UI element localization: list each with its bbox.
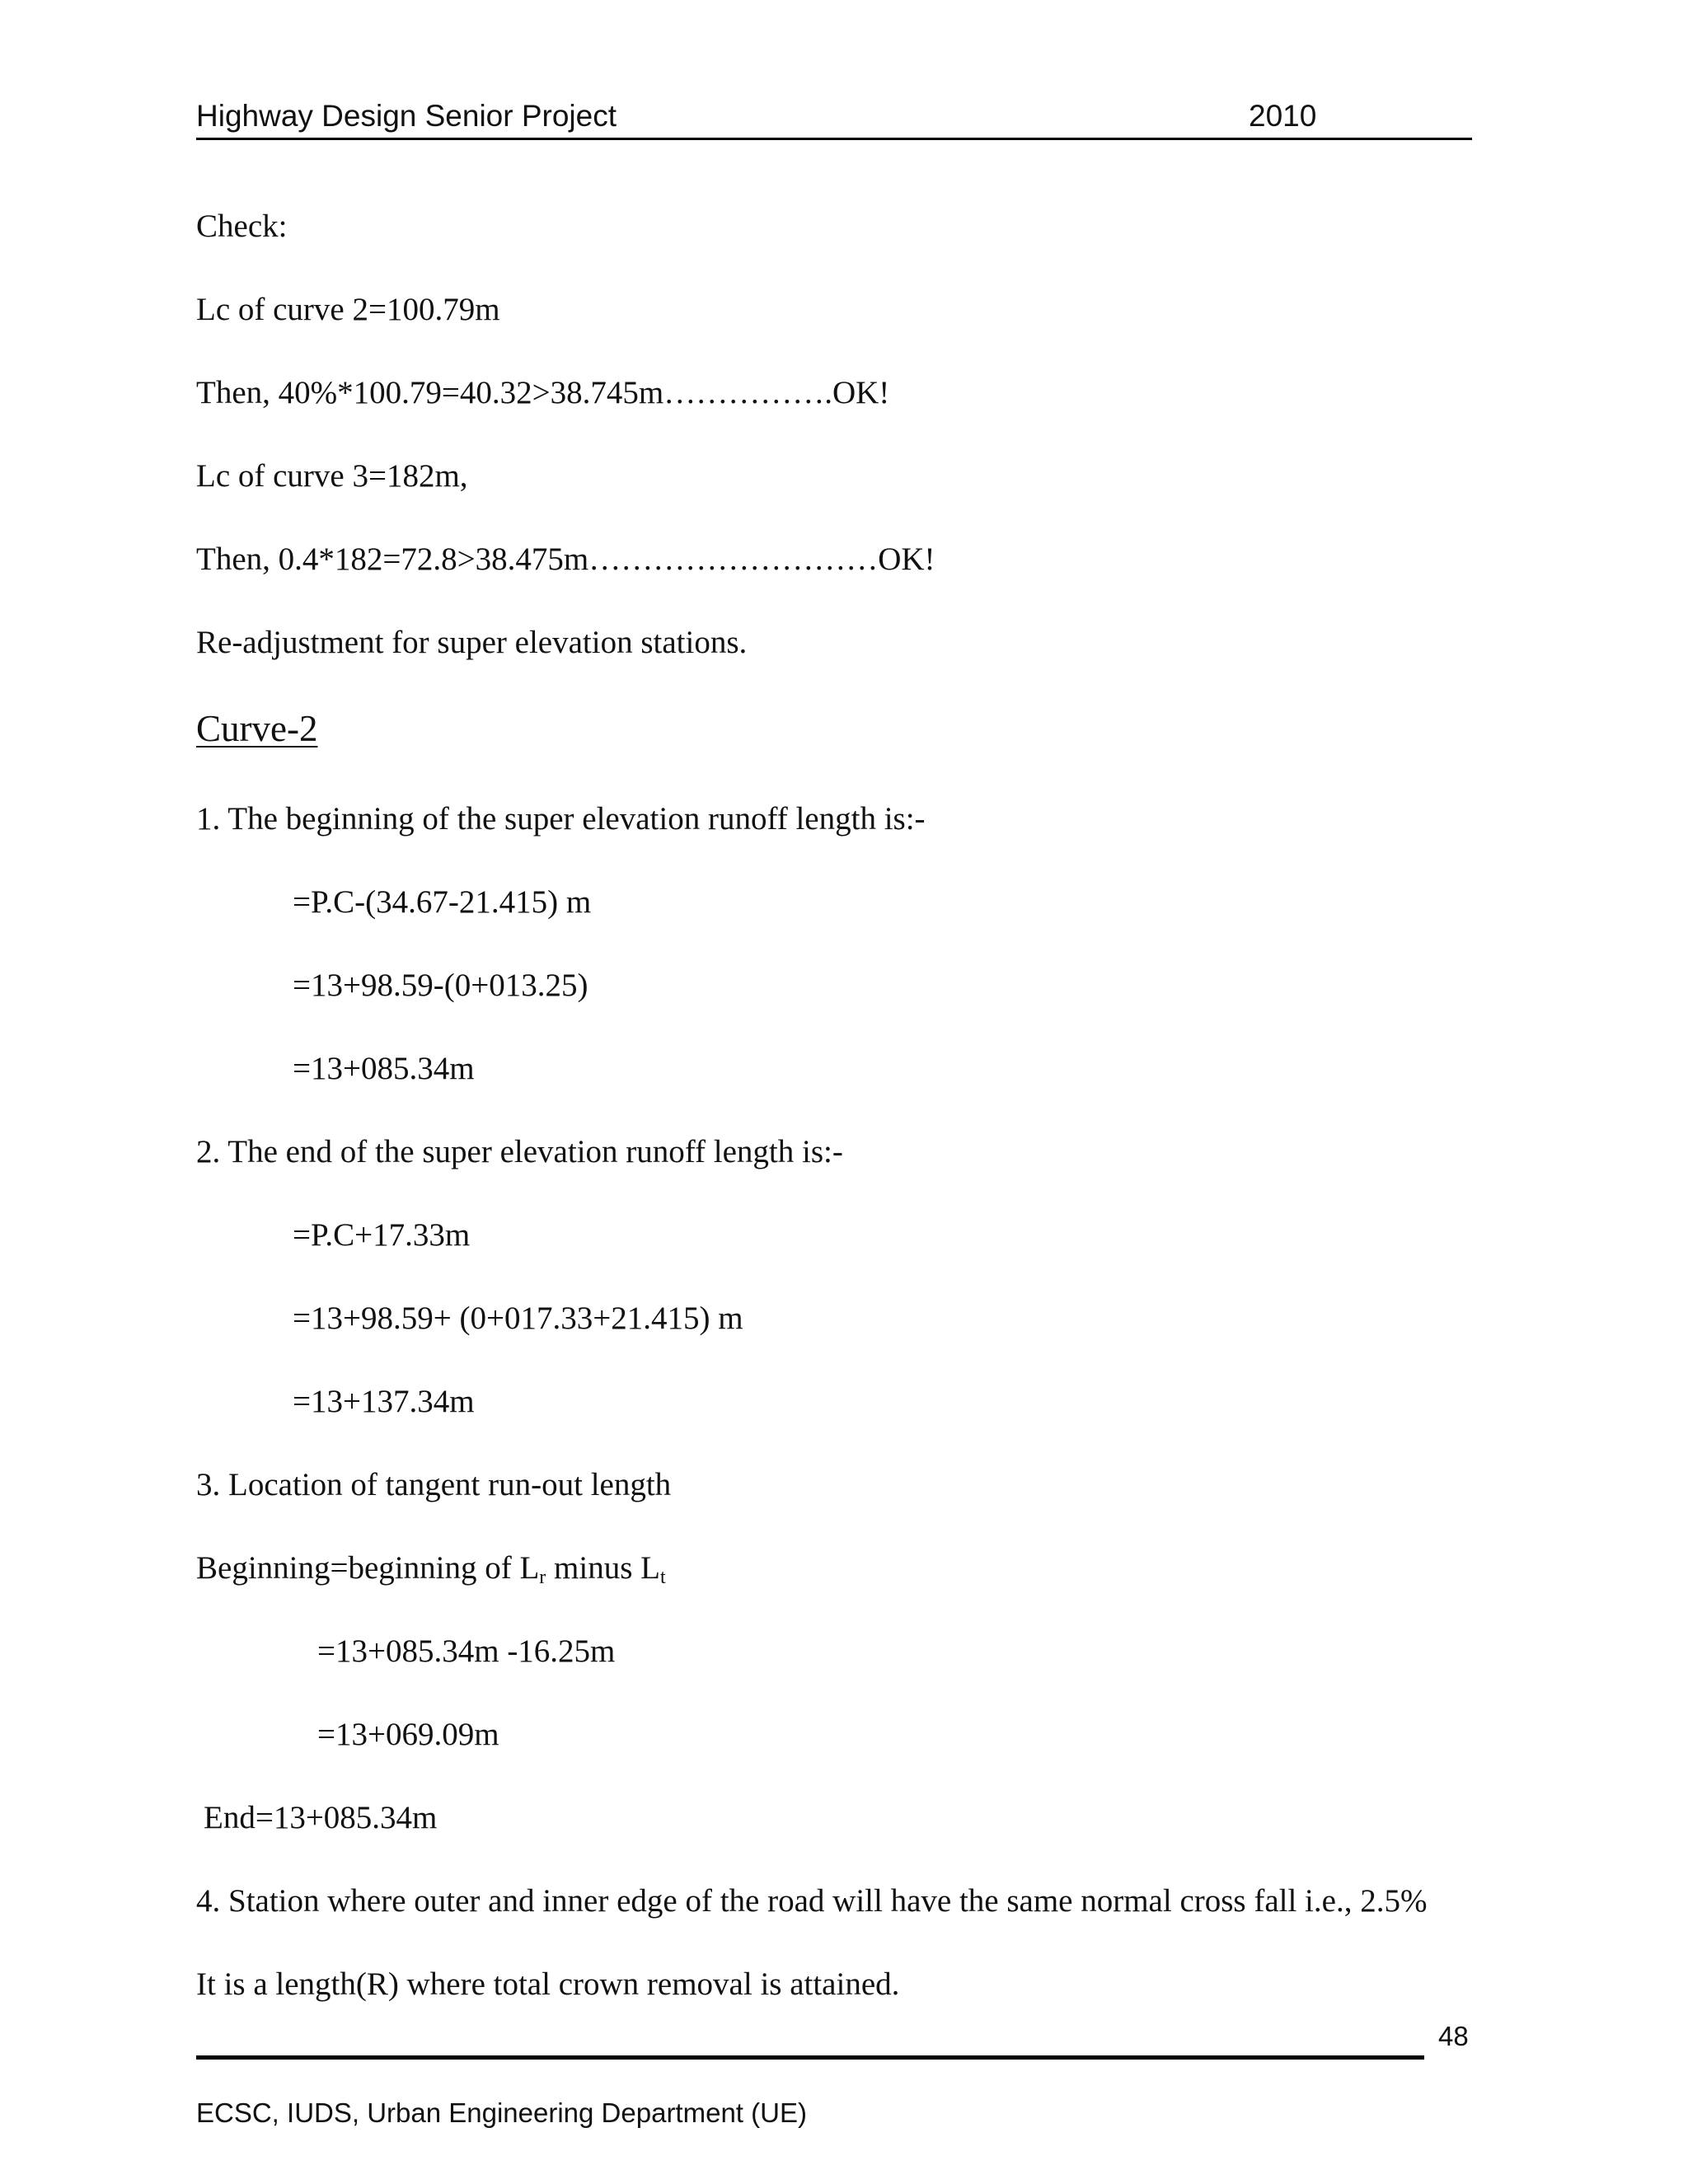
item1-eq3: =13+085.34m <box>293 1051 475 1086</box>
item3-title: 3. Location of tangent run-out length <box>196 1467 672 1502</box>
curve-heading: Curve-2 <box>196 708 318 749</box>
beginning-prefix: Beginning=beginning of L <box>196 1550 540 1586</box>
item3-eq2: =13+069.09m <box>317 1717 499 1752</box>
then-curve2-line: Then, 40%*100.79=40.32>38.745m…………….OK! <box>196 375 890 410</box>
footer-text: ECSC, IUDS, Urban Engineering Department (UE) <box>196 2097 807 2128</box>
footer-rule <box>196 2055 1424 2060</box>
subscript-r: r <box>539 1567 546 1588</box>
page-header <box>196 96 1472 140</box>
item4-title: 4. Station where outer and inner edge of the road will have the same normal cross fall i.e., 2.5% <box>196 1883 1428 1919</box>
readjustment-line: Re-adjustment for super elevation stations. <box>196 625 748 660</box>
item1-eq1: =P.C-(34.67-21.415) m <box>293 884 592 920</box>
header-year: 2010 <box>1249 99 1317 133</box>
item1-eq2: =13+98.59-(0+013.25) <box>293 968 588 1003</box>
item2-eq1: =P.C+17.33m <box>293 1217 471 1253</box>
lc-curve2-line: Lc of curve 2=100.79m <box>196 292 500 327</box>
check-label: Check: <box>196 209 288 244</box>
beginning-line <box>196 1550 666 1588</box>
beginning-minus: minus L <box>546 1550 660 1586</box>
lc-curve3-line: Lc of curve 3=182m, <box>196 458 468 494</box>
item2-eq3: =13+137.34m <box>293 1384 475 1419</box>
then-curve3-line: Then, 0.4*182=72.8>38.475m………………………OK! <box>196 541 935 577</box>
item3-eq1: =13+085.34m -16.25m <box>317 1633 616 1669</box>
header-title: Highway Design Senior Project <box>196 99 617 133</box>
item1-title: 1. The beginning of the super elevation runoff length is:- <box>196 801 926 837</box>
subscript-t: t <box>659 1567 666 1588</box>
item2-eq2: =13+98.59+ (0+017.33+21.415) m <box>293 1301 743 1336</box>
item3-end: End=13+085.34m <box>204 1800 438 1835</box>
item4-desc: It is a length(R) where total crown removal is attained. <box>196 1966 900 2002</box>
page-number: 48 <box>1438 2021 1469 2051</box>
item2-title: 2. The end of the super elevation runoff length is:- <box>196 1134 843 1169</box>
